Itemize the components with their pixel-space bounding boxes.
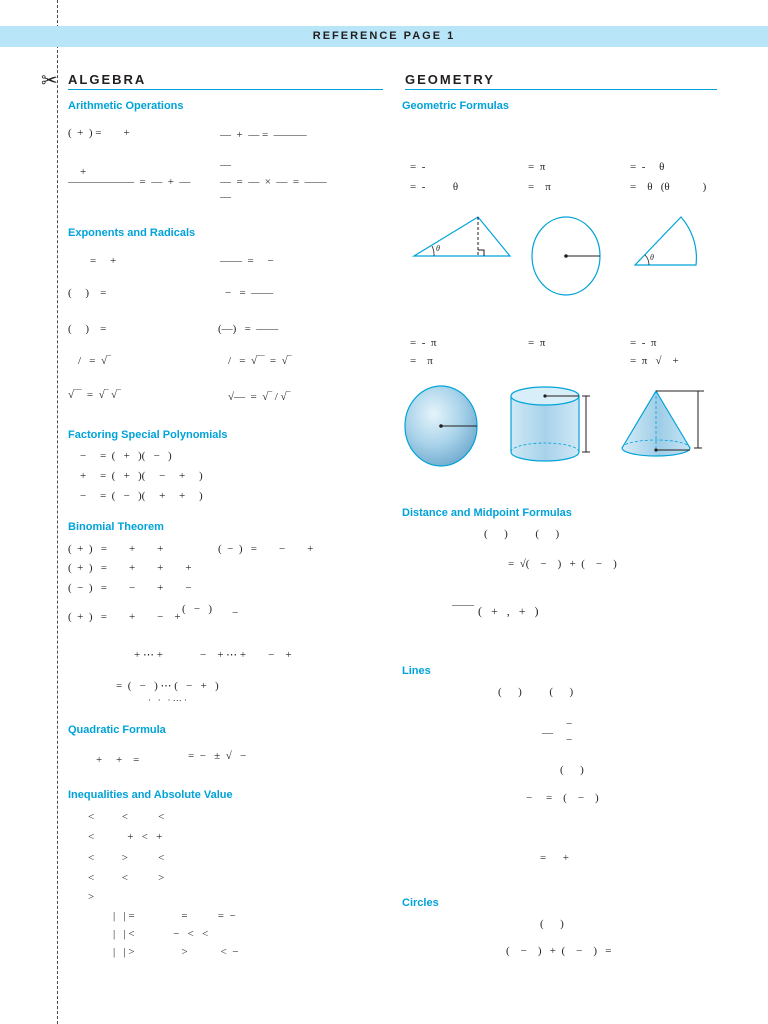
formula-line: > [88, 891, 95, 903]
formula-line: ( ) = [68, 323, 107, 335]
cut-line [57, 0, 58, 1024]
formula-line: = π [528, 161, 546, 173]
formula-line: = π √ + [630, 355, 679, 367]
geometry-heading: GEOMETRY [405, 72, 717, 90]
formula-line: ( + , + ) [478, 604, 539, 618]
formula-line: —— = − [220, 255, 274, 267]
cylinder-diagram [508, 386, 598, 468]
formula-line: + = ( + )( − + ) [80, 470, 203, 482]
formula-line: √— = √‾ / √‾ [228, 391, 291, 403]
formula-line: − + ⋯ + − + [200, 649, 292, 661]
formula-line: − = ( − ) [526, 792, 599, 804]
algebra-heading: ALGEBRA [68, 72, 383, 90]
formula-line: ( − ) = − + [218, 543, 314, 555]
formula-line: = - π [630, 337, 657, 349]
formula-line: (—) = —— [218, 323, 279, 335]
formula-line: < < < [88, 811, 165, 823]
formula-line: | | = = = − [113, 910, 236, 922]
distance-title: Distance and Midpoint Formulas [402, 507, 572, 519]
formula-line: − [566, 734, 573, 746]
formula-line: ( ) ( ) [484, 528, 560, 540]
formula-line: = − ± √ − [188, 750, 247, 762]
formula-line: ( + ) = + + [68, 543, 164, 555]
inequalities-title: Inequalities and Absolute Value [68, 789, 233, 801]
formula-line: = ( − ) ⋯ ( − + ) [116, 680, 219, 692]
formula-line: √‾‾ = √‾ √‾ [68, 389, 121, 401]
page-banner [0, 26, 768, 47]
arithmetic-title: Arithmetic Operations [68, 100, 184, 112]
sphere-diagram [403, 385, 483, 469]
formula-line: = π [410, 355, 433, 367]
formula-line: / = √‾ [78, 355, 111, 367]
angle-label: θ [436, 244, 440, 253]
formula-line: —————— = — + — [68, 176, 191, 188]
cone-diagram [620, 388, 710, 462]
formula-line: ( + ) = + + + [68, 562, 192, 574]
formula-line: = √( − ) + ( − ) [508, 558, 617, 570]
formula-line: − [232, 607, 239, 619]
formula-line: ( − ) [182, 603, 213, 615]
circle-diagram [530, 216, 604, 298]
formula-line: ( ) [560, 764, 584, 776]
formula-line: − = ( + )( − ) [80, 450, 172, 462]
formula-line: = - [410, 161, 426, 173]
formula-line: — = — × — = —— [220, 176, 327, 188]
formula-line: —— [452, 599, 474, 611]
formula-line: = - θ [410, 181, 459, 193]
formula-line: ( ) ( ) [498, 686, 574, 698]
formula-line: — [220, 191, 231, 203]
formula-line: − = —— [225, 287, 274, 299]
formula-line: = - π [410, 337, 437, 349]
quadratic-title: Quadratic Formula [68, 724, 166, 736]
formula-line: / = √‾‾ = √‾ [228, 355, 292, 367]
formula-line: — + — = ——— [220, 129, 307, 141]
formula-line: + ⋯ + [134, 649, 163, 661]
formula-line: = + [90, 255, 117, 267]
angle-label: θ [650, 253, 654, 262]
formula-line: + + = [96, 754, 140, 766]
formula-line: < + < + [88, 831, 163, 843]
lines-title: Lines [402, 665, 431, 677]
scissors-icon: ✂ [41, 68, 58, 92]
triangle-diagram [412, 214, 514, 260]
exponents-title: Exponents and Radicals [68, 227, 196, 239]
page-title: REFERENCE PAGE 1 [312, 30, 456, 42]
formula-line: ( + ) = + − + [68, 611, 181, 623]
formula-line: ( ) = [68, 287, 107, 299]
formula-line: — [220, 159, 231, 171]
formula-line: − [566, 718, 573, 730]
formula-line: | | > > < − [113, 946, 239, 958]
binomial-title: Binomial Theorem [68, 521, 164, 533]
formula-line: · · · ⋯ · [148, 695, 187, 705]
circles-title: Circles [402, 897, 439, 909]
formula-line: — [542, 727, 553, 739]
formula-line: ( ) [540, 918, 564, 930]
formula-line: ( + ) = + [68, 127, 130, 139]
formula-line: = θ (θ ) [630, 181, 707, 193]
formula-line: | | < − < < [113, 928, 209, 940]
formula-line: ( − ) = − + − [68, 582, 192, 594]
formula-line: = + [540, 852, 569, 864]
formula-line: ( − ) + ( − ) = [506, 945, 612, 957]
sector-diagram [632, 214, 712, 268]
factoring-title: Factoring Special Polynomials [68, 429, 228, 441]
formula-line: − = ( − )( + + ) [80, 490, 203, 502]
formula-line: < < > [88, 872, 165, 884]
formula-line: = - θ [630, 161, 665, 173]
formula-line: + [80, 166, 87, 178]
geometric-formulas-title: Geometric Formulas [402, 100, 509, 112]
formula-line: < > < [88, 852, 165, 864]
formula-line: = π [528, 181, 551, 193]
formula-line: = π [528, 337, 546, 349]
